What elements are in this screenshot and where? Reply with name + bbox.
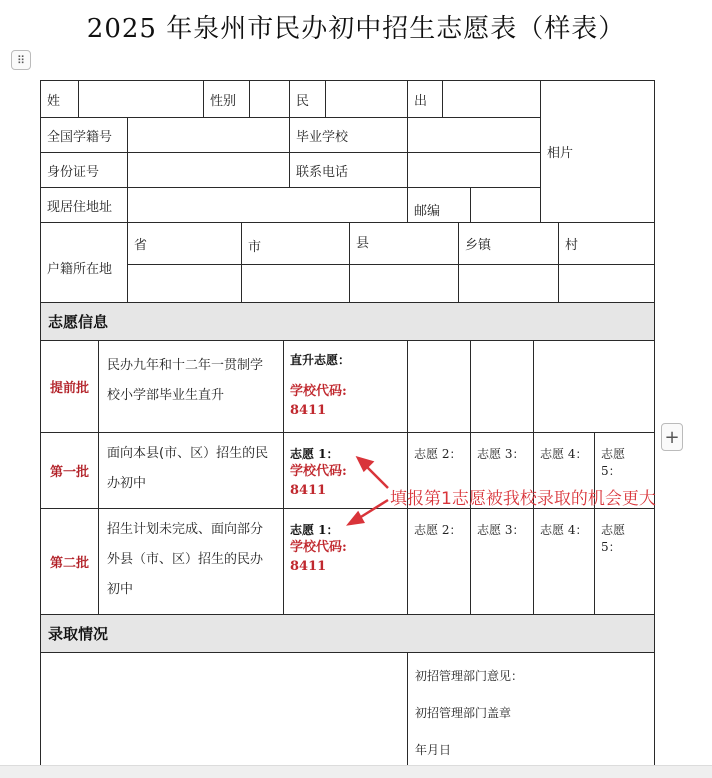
school-code-label: 学校代码: — [290, 540, 347, 555]
id-card-label: 身份证号 — [40, 152, 128, 188]
postcode-label: 邮编 — [407, 187, 471, 223]
batch-second-choice-4[interactable]: 志愿 4： — [533, 508, 595, 615]
photo-label: 相片 — [547, 146, 574, 161]
school-code-value: 8411 — [290, 483, 327, 498]
choice-1-label: 志愿 1： — [290, 447, 339, 461]
household-province-label: 省 — [127, 222, 242, 265]
batch-second-label: 第二批 — [40, 508, 99, 615]
annotation-text: 填报第1志愿被我校录取的机会更大 — [390, 489, 656, 509]
gender-label: 性别 — [203, 80, 250, 118]
form-title: 2025 年泉州市民办初中招生志愿表（样表） — [86, 14, 626, 44]
school-code-value: 8411 — [290, 403, 327, 418]
batch-second-choice-2[interactable]: 志愿 2： — [407, 508, 471, 615]
add-column-button[interactable] — [661, 423, 683, 451]
bottom-scroll-area — [0, 765, 712, 778]
phone-label: 联系电话 — [289, 152, 408, 188]
batch-first-choice-5[interactable]: 志愿 5： — [594, 432, 655, 509]
batch-first-description: 面向本县(市、区）招生的民办初中 — [98, 432, 284, 509]
student-id-label: 全国学籍号 — [40, 117, 128, 153]
direct-choice-label: 直升志愿： — [290, 353, 351, 367]
batch-early-label: 提前批 — [40, 340, 99, 433]
choice-1-label: 志愿 1： — [290, 523, 339, 537]
admission-section-header: 录取情况 — [40, 614, 655, 653]
drag-handle-icon: ⠿ — [16, 53, 26, 67]
school-code-label: 学校代码: — [290, 384, 347, 399]
household-city-label: 市 — [241, 222, 350, 265]
household-village-label: 村 — [558, 222, 655, 265]
name-label: 姓 — [40, 80, 79, 118]
plus-icon: + — [664, 426, 680, 448]
batch-second-choice-3[interactable]: 志愿 3： — [470, 508, 534, 615]
batch-first-choice-2[interactable]: 志愿 2： — [407, 432, 471, 509]
household-county-label: 县 — [349, 222, 459, 265]
dept-opinion-label: 初招管理部门意见： — [415, 669, 524, 683]
date-label: 年月日 — [415, 743, 452, 757]
birth-label: 出 — [407, 80, 443, 118]
grad-school-label: 毕业学校 — [289, 117, 408, 153]
batch-early-description: 民办九年和十二年一贯制学校小学部毕业生直升 — [98, 340, 284, 433]
school-code-label: 学校代码: — [290, 464, 347, 479]
batch-second-description: 招生计划未完成、面向部分外县（市、区）招生的民办初中 — [98, 508, 284, 615]
school-code-value: 8411 — [290, 559, 327, 574]
household-town-label: 乡镇 — [458, 222, 559, 265]
batch-second-choice-5[interactable]: 志愿 5： — [594, 508, 655, 615]
dept-seal-label: 初招管理部门盖章 — [415, 706, 512, 720]
batch-first-label: 第一批 — [40, 432, 99, 509]
batch-first-choice-4[interactable]: 志愿 4： — [533, 432, 595, 509]
address-label: 现居住地址 — [40, 187, 128, 223]
batch-first-choice-3[interactable]: 志愿 3： — [470, 432, 534, 509]
household-label: 户籍所在地 — [40, 222, 128, 303]
preferences-section-header: 志愿信息 — [40, 302, 655, 341]
ethnicity-label: 民 — [289, 80, 326, 118]
